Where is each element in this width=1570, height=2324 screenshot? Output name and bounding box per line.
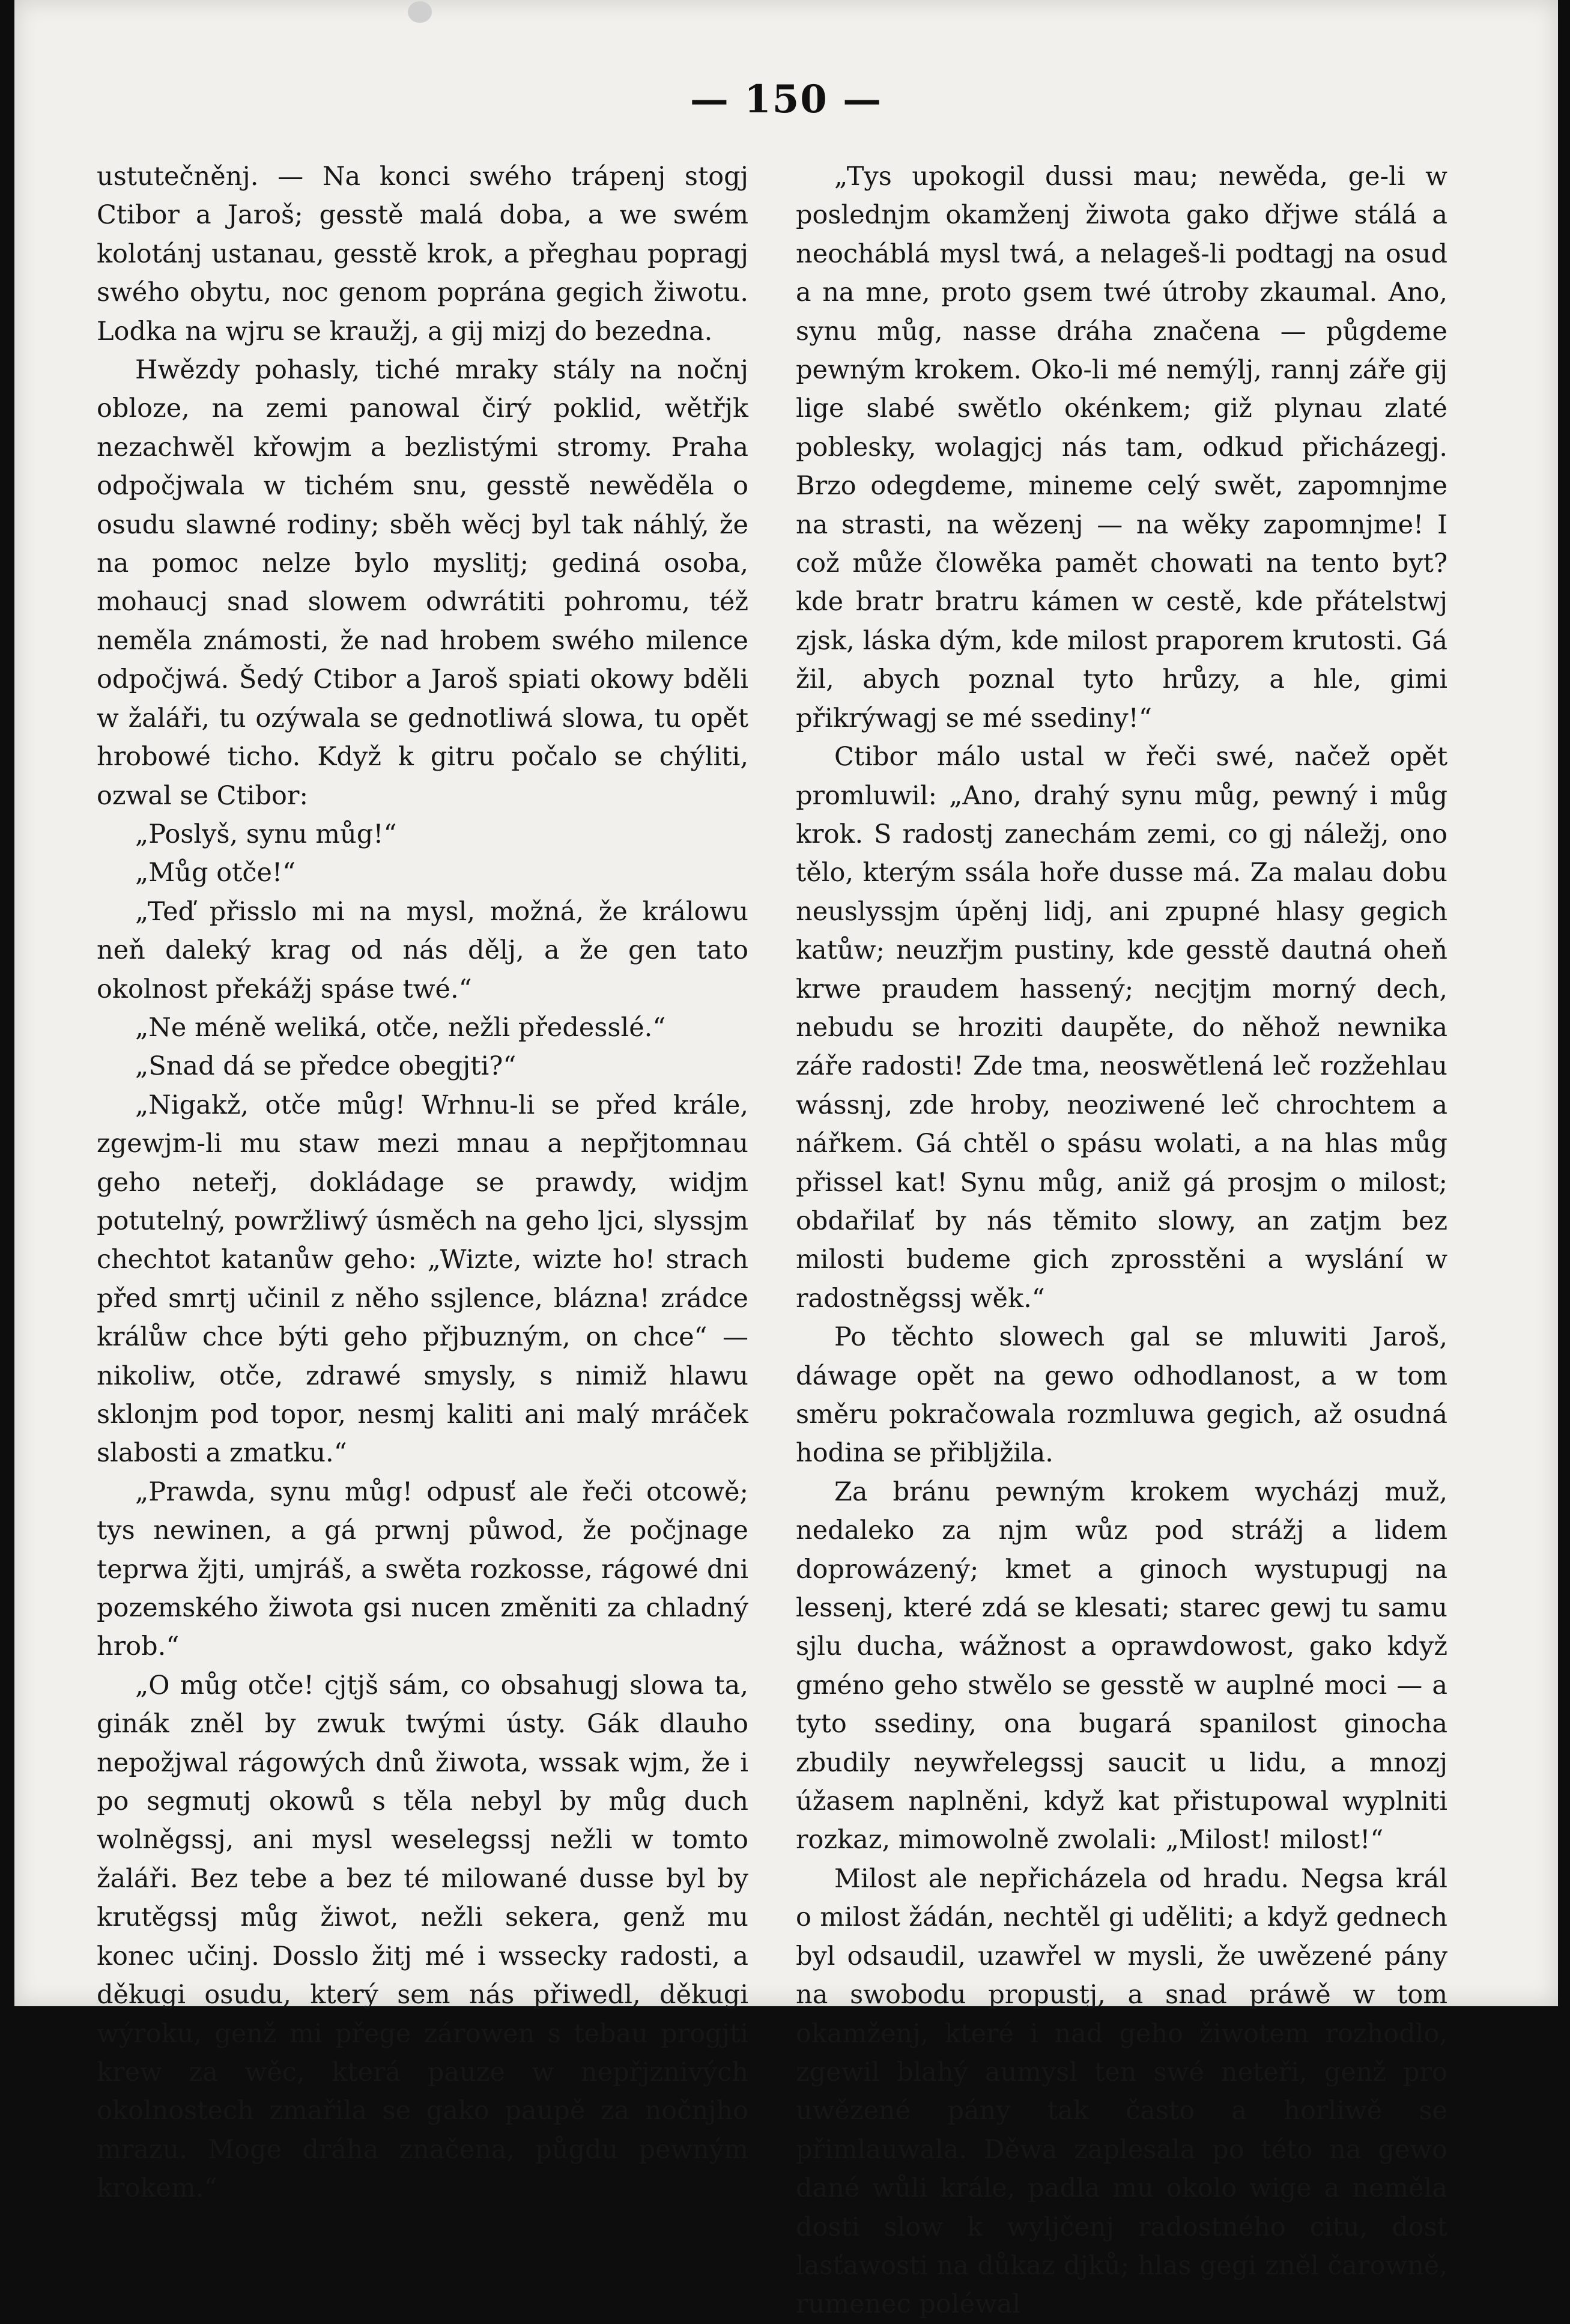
page-number: — 150 — xyxy=(690,77,883,122)
paragraph: Ctibor málo ustal w řeči swé, načež opět promluwil: „Ano, drahý synu můg, pewný i můg krok. S radostj zanechám zemi, co gj náležj, ono tělo, kterým ssála hoře dusse má. Za malau dobu neuslyssjm úpěnj lidj, ani zpupné hlasy gegich katůw; neuzřjm pustiny, kde gesstě dautná oheň krwe praudem hassený; necjtjm morný dech, nebudu se hroziti daupěte, do něhož newnika záře radosti! Zde tma, neoswětlená leč rozžehlau wássnj, zde hroby, neoziwené leč chrochtem a nářkem. Gá chtěl o spásu wolati, a na hlas můg přissel kat! Synu můg, aniž gá prosjm o milost; obdařilať by nás těmito slowy, an zatjm bez milosti budeme gich zprosstěni a wyslání w radostněgssj wěk.“ xyxy=(796,742,1447,1314)
paragraph: Za bránu pewným krokem wycházj muž, nedaleko za njm wůz pod strážj a lidem doprowázený; kmet a ginoch wystupugj na lessenj, které zdá se klesati; starec gewj tu samu sjlu ducha, wážnost a oprawdowost, gako když gméno geho stwělo se gesstě w auplné moci — a tyto ssediny, ona bugará spanilost ginocha zbudily neywřelegssj saucit u lidu, a mnozj úžasem naplněni, když kat přistupowal wyplniti rozkaz, mimowolně zwolali: „Milost! milost!“ xyxy=(796,1476,1447,1855)
paragraph: „Tys upokogil dussi mau; newěda, ge-li w poslednjm okamženj žiwota gako dřjwe stálá a neocháblá mysl twá, a nelageš-li podtagj na osud a na mne, proto gsem twé útroby zkaumal. Ano, synu můg, nasse dráha značena — půgdeme pewným krokem. Oko-li mé nemýlj, rannj záře gij lige slabé swětlo okénkem; giž plynau zlaté poblesky, wolagjcj nás tam, odkud přicházegj. Brzo odegdeme, mineme celý swět, zapomnjme na strasti, na wězenj — na wěky zapomnjme! I což může člowěka pamět chowati na tento byt? kde bratr bratru kámen w cestě, kde přátelstwj zjsk, láska dým, kde milost praporem krutosti. Gá žil, abych poznal tyto hrůzy, a hle, gimi přikrýwagj se mé ssediny!“ xyxy=(796,162,1447,733)
paragraph: Po těchto slowech gal se mluwiti Jaroš, dáwage opět na gewo odhodlanost, a w tom směru pokračowala rozmluwa gegich, až osudná hodina se přibljžila. xyxy=(796,1322,1447,1469)
paragraph: „O můg otče! cjtjš sám, co obsahugj slowa ta, ginák zněl by zwuk twými ústy. Gák dlauho nepožjwal rágowých dnů žiwota, wssak wjm, že i po segmutj okowů s těla nebyl by můg duch wolněgssj, ani mysl weselegssj nežli w tomto žaláři. Bez tebe a bez té milowané dusse byl by krutěgssj můg žiwot, nežli sekera, genž mu konec učinj. Dosslo žitj mé i wssecky radosti, a děkugi osudu, který sem nás přiwedl, děkugi wýroku, genž mi přege zárowen s tebau progjti krew za wěc, která pauze w nepřjznivých okolnostech zmařila se gako paupě za nočnjho mrazu. Moge dráha značena, půgdu pewným krokem.“ xyxy=(97,1670,748,2204)
paragraph: „Poslyš, synu můg!“ xyxy=(135,819,397,849)
paragraph: „Můg otče!“ xyxy=(135,858,296,888)
paragraph: ustutečněnj. — Na konci swého trápenj stogj Ctibor a Jaroš; gesstě malá doba, a we swém kolotánj ustanau, gesstě krok, a přeghau popragj swého obytu, noc genom poprána gegich žiwotu. Lodka na wjru se kraužj, a gij mizj do bezedna. xyxy=(97,162,748,347)
left-column xyxy=(97,157,748,2208)
paragraph: Hwězdy pohasly, tiché mraky stály na nočnj obloze, na zemi panowal čirý poklid, wětřjk nezachwěl křowjm a bezlistými stromy. Praha odpočjwala w tichém snu, gesstě newěděla o osudu slawné rodiny; sběh wěcj byl tak náhlý, že na pomoc nelze bylo myslitj; gediná osoba, mohaucj snad slowem odwrátiti pohromu, též neměla známosti, že nad hrobem swého milence odpočjwá. Šedý Ctibor a Jaroš spiati okowy bděli w žaláři, tu ozýwala se gednotliwá slowa, tu opět hrobowé ticho. Když k gitru počalo se chýliti, ozwal se Ctibor: xyxy=(97,355,748,811)
right-column xyxy=(796,157,1447,2324)
paragraph: „Teď přisslo mi na mysl, možná, že králowu neň daleký krag od nás dělj, a že gen tato okolnost překážj spáse twé.“ xyxy=(97,896,748,1004)
paragraph: „Nigakž, otče můg! Wrhnu-li se před krále, zgewjm-li mu staw mezi mnau a nepřjtomnau geho neteřj, dokládage se prawdy, widjm potutelný, powržliwý úsměch na geho ljci, slyssjm chechtot katanůw geho: „Wizte, wizte ho! strach před smrtj učinil z něho ssjlence, blázna! zrádce králůw chce býti geho přjbuzným, on chce“ — nikoliw, otče, zdrawé smysly, s nimiž hlawu sklonjm pod topor, nesmj kaliti ani malý mráček slabosti a zmatku.“ xyxy=(97,1090,748,1469)
paragraph: Milost ale nepřicházela od hradu. Negsa král o milost žádán, nechtěl gi uděliti; a když gednech byl odsaudil, uzawřel w mysli, že uwězené pány na swobodu propustj, a snad práwě w tom okamženj, které i nad geho žiwotem rozhodlo, zgewil blahý aumysl ten swé neteři, genž pro uwězené pány tak často a horliwě se přimlauwala. Děwa zaplesala po této na gewo dané wůli krále, padla mu okolo wige a neměla dosti slow k wyljčenj radostného citu, dost lasťawosti na důkaz djků; hlas gegi zněl čarowně, rumenec poléwal xyxy=(796,1863,1447,2320)
book-page xyxy=(14,0,1558,2320)
paragraph: „Prawda, synu můg! odpusť ale řeči otcowě; tys newinen, a gá prwnj půwod, že počjnage teprwa žjti, umjráš, a swěta rozkosse, rágowé dni pozemského žiwota gsi nucen změniti za chladný hrob.“ xyxy=(97,1476,748,1662)
paper-hole xyxy=(408,1,432,23)
paragraph: „Ne méně weliká, otče, nežli předesslé.“ xyxy=(135,1012,666,1043)
paragraph: „Snad dá se předce obegjti?“ xyxy=(135,1051,517,1082)
